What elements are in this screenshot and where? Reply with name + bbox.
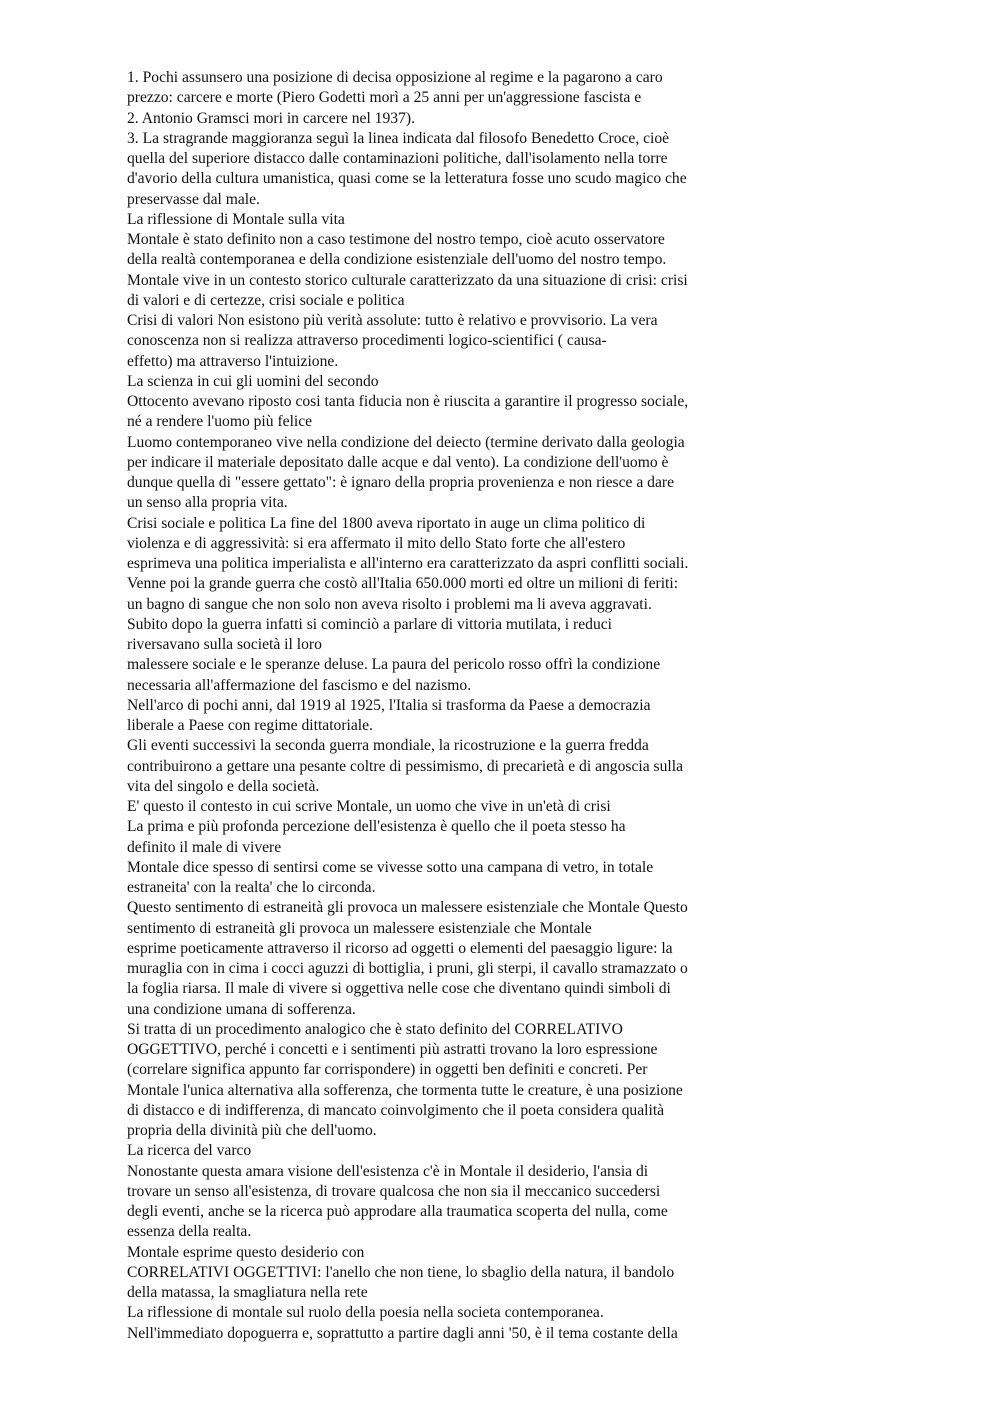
text-line: Subito dopo la guerra infatti si cominciò a parlare di vittoria mutilata, i reduci [127, 615, 612, 633]
text-line: Nonostante questa amara visione dell'esistenza c'è in Montale il desiderio, l'ansia di [127, 1162, 649, 1180]
text-line: vita del singolo e della società. [127, 777, 320, 795]
text-line: esprime poeticamente attraverso il ricorso ad oggetti o elementi del paesaggio ligure: la [127, 939, 673, 957]
text-line: Venne poi la grande guerra che costò all'Italia 650.000 morti ed oltre un milioni di feriti: [127, 575, 679, 593]
text-line: della realtà contemporanea e della condizione esistenziale dell'uomo del nostro tempo. [127, 251, 667, 269]
document-body-text [127, 68, 767, 1344]
text-line: né a rendere l'uomo più felice [127, 413, 313, 431]
text-line: 2. Antonio Gramsci mori in carcere nel 1937). [127, 109, 415, 127]
text-line: un senso alla propria vita. [127, 494, 288, 512]
text-line: propria della divinità più che dell'uomo. [127, 1122, 377, 1139]
text-line: Montale dice spesso di sentirsi come se vivesse sotto una campana di vetro, in totale [127, 858, 654, 876]
text-line: preservasse dal male. [127, 190, 260, 208]
text-line: Nell'arco di pochi anni, dal 1919 al 1925, l'Italia si trasforma da Paese a democrazia [127, 696, 651, 714]
text-line: di valori e di certezze, crisi sociale e politica [127, 291, 405, 309]
text-line: riversavano sulla società il loro [127, 636, 322, 653]
text-line: Crisi sociale e politica La fine del 1800 aveva riportato in auge un clima politico di [127, 514, 646, 532]
text-line: Gli eventi successivi la seconda guerra mondiale, la ricostruzione e la guerra fredda [127, 737, 649, 755]
text-line: (correlare significa appunto far corrispondere) in oggetti ben definiti e concreti. Per [127, 1061, 648, 1079]
text-line: della matassa, la smagliatura nella rete [127, 1284, 368, 1301]
text-line: per indicare il materiale depositato dalle acque e dal vento). La condizione dell'uomo è [127, 453, 669, 471]
text-line: Montale vive in un contesto storico culturale caratterizzato da una situazione di crisi: crisi [127, 271, 688, 289]
text-line: La riflessione di Montale sulla vita [127, 210, 345, 228]
text-line: degli eventi, anche se la ricerca può approdare alla traumatica scoperta del nulla, come [127, 1203, 668, 1220]
text-line: muraglia con in cima i cocci aguzzi di bottiglia, i pruni, gli sterpi, il cavallo stramazzato o [127, 960, 688, 977]
text-line: Ottocento avevano riposto cosi tanta fiducia non è riuscita a garantire il progresso sociale, [127, 393, 689, 410]
text-line: La scienza in cui gli uomini del secondo [127, 372, 379, 390]
text-line: la foglia riarsa. Il male di vivere si oggettiva nelle cose che diventano quindi simboli di [127, 980, 671, 998]
text-line: effetto) ma attraverso l'intuizione. [127, 352, 339, 370]
text-line: La ricerca del varco [127, 1142, 252, 1160]
text-line: 3. La stragrande maggioranza seguì la linea indicata dal filosofo Benedetto Croce, cioè [127, 129, 670, 147]
text-line: Si tratta di un procedimento analogico che è stato definito del CORRELATIVO [127, 1020, 623, 1038]
text-line: Nell'immediato dopoguerra e, soprattutto a partire dagli anni '50, è il tema costante della [127, 1324, 678, 1342]
text-line: trovare un senso all'esistenza, di trovare qualcosa che non sia il meccanico succedersi [127, 1182, 661, 1200]
text-line: Luomo contemporaneo vive nella condizione del deiecto (termine derivato dalla geologia [127, 433, 685, 451]
text-line: estraneita' con la realta' che lo circonda. [127, 879, 376, 896]
text-line: Questo sentimento di estraneità gli provoca un malessere esistenziale che Montale Questo [127, 899, 688, 917]
text-line: Crisi di valori Non esistono più verità assolute: tutto è relativo e provvisorio. La vera [127, 312, 658, 329]
text-line: conoscenza non si realizza attraverso procedimenti logico-scientifici ( causa- [127, 332, 607, 350]
text-line: La riflessione di montale sul ruolo della poesia nella societa contemporanea. [127, 1304, 604, 1322]
text-line: essenza della realta. [127, 1223, 252, 1241]
text-line: esprimeva una politica imperialista e all'interno era caratterizzato da aspri conflitti sociali. [127, 555, 689, 572]
text-line: definito il male di vivere [127, 838, 282, 856]
text-line: d'avorio della cultura umanistica, quasi come se la letteratura fosse uno scudo magico che [127, 170, 687, 188]
text-line: violenza e di aggressività: si era affermato il mito dello Stato forte che all'estero [127, 534, 626, 552]
text-line: malessere sociale e le speranze deluse. La paura del pericolo rosso offrì la condizione [127, 656, 661, 674]
text-line: La prima e più profonda percezione dell'esistenza è quello che il poeta stesso ha [127, 818, 626, 836]
text-line: contribuirono a gettare una pesante coltre di pessimismo, di precarietà e di angoscia sulla [127, 757, 683, 775]
text-line: necessaria all'affermazione del fascismo e del nazismo. [127, 676, 472, 694]
text-line: di distacco e di indifferenza, di mancato coinvolgimento che il poeta considera qualità [127, 1101, 665, 1119]
text-line: 1. Pochi assunsero una posizione di decisa opposizione al regime e la pagarono a caro [127, 69, 663, 86]
text-line: E' questo il contesto in cui scrive Montale, un uomo che vive in un'età di crisi [127, 798, 611, 815]
text-line: dunque quella di "essere gettato": è ignaro della propria provenienza e non riesce a dare [127, 474, 675, 491]
text-line: Montale l'unica alternativa alla sofferenza, che tormenta tutte le creature, è una posizione [127, 1081, 683, 1099]
text-line: liberale a Paese con regime dittatoriale. [127, 717, 373, 734]
text-line: CORRELATIVI OGGETTIVI: l'anello che non tiene, lo sbaglio della natura, il bandolo [127, 1263, 675, 1281]
text-line: un bagno di sangue che non solo non aveva risolto i problemi ma li aveva aggravati. [127, 595, 652, 613]
text-line: una condizione umana di sofferenza. [127, 1000, 356, 1018]
text-line: Montale è stato definito non a caso testimone del nostro tempo, cioè acuto osservatore [127, 231, 665, 248]
text-line: prezzo: carcere e morte (Piero Godetti morì a 25 anni per un'aggressione fascista e [127, 89, 642, 107]
text-line: OGGETTIVO, perché i concetti e i sentimenti più astratti trovano la loro espressione [127, 1041, 658, 1058]
text-line: quella del superiore distacco dalle contaminazioni politiche, dall'isolamento nella torre [127, 150, 668, 167]
text-line: Montale esprime questo desiderio con [127, 1243, 365, 1261]
text-line: sentimento di estraneità gli provoca un malessere esistenziale che Montale [127, 919, 592, 937]
